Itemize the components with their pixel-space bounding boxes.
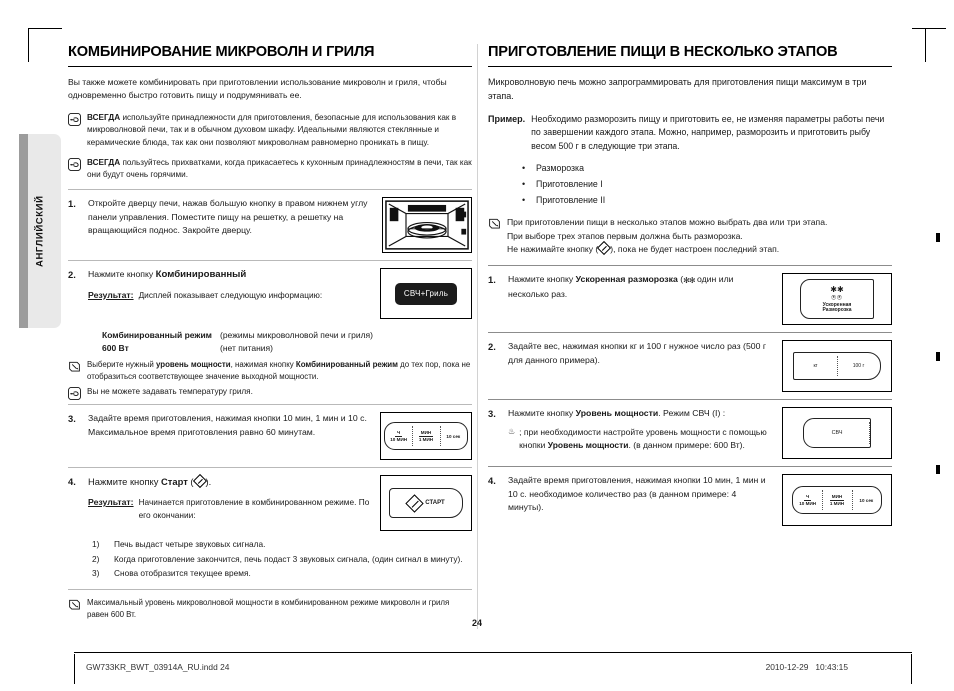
left-step-4-figure xyxy=(380,475,472,531)
right-step-3-button-name: Уровень мощности xyxy=(575,408,659,419)
start-button-graphic xyxy=(389,488,463,518)
start-button-figure xyxy=(380,475,472,531)
display-info-key: Комбинированный режим xyxy=(102,330,212,341)
note-select-power-level xyxy=(68,359,472,383)
note-multistage-info xyxy=(488,216,892,256)
right-step-1-number: 1. xyxy=(488,274,496,286)
start-diamond-icon xyxy=(406,494,424,512)
right-intro-text: Микроволновую печь можно запрограммировать для приготовления пищи максимум в три этапа. xyxy=(488,76,867,101)
right-step-3-figure xyxy=(782,407,892,459)
note-body-1: используйте принадлежности для приготовления, безопасные для использования как в микроволновой печи, так и в обычном духовом шкафу. Идеальными являются стеклянные и керамические блюда, так как они позволяют микроволнам равномерно проникать в пищу. xyxy=(87,112,457,147)
key-hour-bottom: 10 МИН xyxy=(799,501,817,507)
example-label: Пример. xyxy=(488,113,526,124)
list-item: • Приготовление II xyxy=(522,192,892,208)
key-hour xyxy=(385,423,412,449)
right-step-1-text-post: один или несколько раз. xyxy=(508,274,734,299)
list-item xyxy=(92,567,472,580)
defrost-drops-icon: ⍟⍟ xyxy=(831,293,843,303)
time-keys-panel xyxy=(384,422,468,450)
sub-text: Когда приготовление закончится, печь подаст 3 звуковых сигнала, (один сигнал в минуту). xyxy=(114,553,463,564)
left-step-4-text-pre: Нажмите кнопку xyxy=(88,476,162,488)
key-100g: 100 г xyxy=(837,353,880,379)
defrost-stars-icon: ✱✱ xyxy=(830,284,844,294)
left-section-title: КОМБИНИРОВАНИЕ МИКРОВОЛН И ГРИЛЯ xyxy=(68,44,375,60)
display-info-row xyxy=(102,329,472,341)
note-max-power-combi-text: Максимальный уровень микроволновой мощности в комбинированном режиме микроволн и гриля равен 600 Вт. xyxy=(87,598,450,620)
power-level-icon: ♨ xyxy=(508,426,516,436)
divider-before-final-note xyxy=(68,589,472,590)
right-step-3-inline-button: Уровень мощности xyxy=(547,439,629,450)
left-step-1-number: 1. xyxy=(68,198,76,210)
right-step-4 xyxy=(488,467,892,533)
key-minute-top: МИН xyxy=(830,494,844,501)
time-keys-panel xyxy=(792,486,882,514)
sub-marker: 3) xyxy=(92,567,100,578)
note-select-power-level-text xyxy=(87,359,472,383)
footer-timestamp xyxy=(766,662,848,672)
defrost-snowflake-icon: ✻✻ xyxy=(683,276,695,286)
svch-button-graphic: СВЧ xyxy=(803,418,871,448)
right-step-3-text xyxy=(508,407,782,459)
left-title-rule xyxy=(68,66,472,67)
footer-bar-right xyxy=(911,654,912,684)
list-item: • Разморозка xyxy=(522,160,892,176)
left-step-2-result xyxy=(88,289,372,302)
key-kg: кг xyxy=(813,363,818,370)
right-step-4-number: 4. xyxy=(488,475,496,487)
left-intro-text: Вы также можете комбинировать при приготовлении использование микроволн и гриля, чтобы одновременно быстро готовить пищу и подрумянивать ее. xyxy=(68,76,447,101)
column-divider xyxy=(477,44,478,629)
right-step-2-text: Задайте вес, нажимая кнопки кг и 100 г нужное число раз (500 г для данного примера). xyxy=(508,341,767,365)
oven-interior-icon xyxy=(385,200,469,250)
list-item: • Приготовление I xyxy=(522,176,892,192)
time-keys-figure xyxy=(380,412,472,460)
right-step-2-figure xyxy=(782,340,892,392)
note-always-oven-mitts xyxy=(68,157,472,182)
left-step-4-result xyxy=(88,496,372,522)
left-step-2 xyxy=(68,261,472,321)
right-section-title: ПРИГОТОВЛЕНИЕ ПИЩИ В НЕСКОЛЬКО ЭТАПОВ xyxy=(488,44,838,60)
note-lead-2: ВСЕГДА xyxy=(87,157,121,167)
key-second xyxy=(440,423,467,449)
defrost-label-line-1: Ускоренная xyxy=(822,301,852,308)
right-column xyxy=(488,44,892,533)
right-step-3 xyxy=(488,400,892,466)
hand-pointer-icon xyxy=(68,387,81,400)
defrost-label-line-2: Разморозка xyxy=(822,306,852,313)
key-hour xyxy=(793,487,822,513)
right-step-1-text-pre: Нажмите кнопку xyxy=(508,274,576,285)
np-1: Выберите нужный xyxy=(87,359,156,369)
np-3: , нажимая кнопку xyxy=(230,359,296,369)
start-diamond-icon xyxy=(597,241,611,255)
left-step-1 xyxy=(68,190,472,260)
right-step-3-sub-note: ; при необходимости настройте уровень мощности с помощью кнопки Уровень мощности. (в данном примере: 600 Вт). xyxy=(519,426,767,450)
key-second-label: 10 сек xyxy=(859,497,874,503)
right-step-3-text-pre: Нажмите кнопку xyxy=(508,408,576,419)
footer-bar-left xyxy=(74,654,75,684)
left-step-2-button-name: Комбинированный xyxy=(155,269,247,281)
list-item xyxy=(92,538,472,551)
start-button-label: СТАРТ xyxy=(425,500,445,507)
note-line-1: При приготовлении пищи в несколько этапов можно выбрать два или три этапа. xyxy=(507,217,828,228)
footer-filename: GW733KR_BWT_03914A_RU.indd 24 xyxy=(86,662,230,672)
left-step-2-result-label: Результат: xyxy=(88,289,134,300)
oven-interior-illustration xyxy=(382,197,472,253)
note-always-oven-mitts-text xyxy=(87,157,472,182)
key-minute-bottom: 1 МИН xyxy=(829,501,845,507)
np-5: до тех пор, пока не отобразиться соответствующее значение выходной мощности. xyxy=(87,359,471,381)
display-info-table xyxy=(102,329,472,355)
note-pencil-icon xyxy=(68,598,81,611)
left-step-2-text-pre: Нажмите кнопку xyxy=(88,269,156,280)
note-line-2: При выборе трех этапов первым должна быть разморозка. xyxy=(507,230,743,241)
note-pencil-icon xyxy=(488,217,501,230)
defrost-button-figure xyxy=(782,273,892,325)
left-step-2-figure xyxy=(380,268,472,319)
display-info-value: (режимы микроволновой печи и гриля) xyxy=(220,330,373,341)
key-hour-top: Ч xyxy=(395,430,402,437)
left-step-4-result-label: Результат: xyxy=(88,496,134,507)
right-step-1-button-name: Ускоренная разморозка xyxy=(575,274,678,285)
left-step-2-number: 2. xyxy=(68,269,76,281)
note-line-3: Не нажимайте кнопку ( ), пока не будет настроен последний этап. xyxy=(507,243,892,256)
left-step-4-number: 4. xyxy=(68,476,76,488)
left-step-4-text xyxy=(88,475,380,531)
left-step-4-result-text: Начинается приготовление в комбинированном режиме. По его окончании: xyxy=(138,496,370,520)
left-step-3-number: 3. xyxy=(68,413,76,425)
display-info-row xyxy=(102,342,472,354)
list-item xyxy=(92,553,472,566)
note-multistage-info-text xyxy=(507,216,892,256)
np-2: уровень мощности xyxy=(155,359,231,369)
note-always-cookware xyxy=(68,112,472,150)
right-step-4-text: Задайте время приготовления, нажимая кнопки 10 мин, 1 мин и 10 с. необходимое количество раз (в данном примере: 4 минуты). xyxy=(508,475,766,513)
left-step-4-paren-close: ). xyxy=(205,476,212,488)
left-column xyxy=(68,44,472,628)
lcd-display-figure xyxy=(380,268,472,319)
key-minute-bottom: 1 МИН xyxy=(418,437,434,443)
sub-text: Печь выдаст четыре звуковых сигнала. xyxy=(114,539,266,550)
note-pencil-icon xyxy=(68,360,81,373)
example-block xyxy=(488,113,892,154)
key-minute xyxy=(412,423,439,449)
time-keys-figure xyxy=(782,474,892,526)
left-step-2-text xyxy=(88,268,380,319)
language-side-tab-label: АНГЛИЙСКИЙ xyxy=(34,195,46,267)
key-hour-top: Ч xyxy=(804,494,811,501)
note-lead-1: ВСЕГДА xyxy=(87,112,121,122)
page-number: 24 xyxy=(471,618,482,628)
left-step-4 xyxy=(68,468,472,533)
right-step-2 xyxy=(488,333,892,399)
key-minute xyxy=(822,487,851,513)
note-no-grill-temperature xyxy=(68,386,472,400)
footer-date: 2010-12-29 xyxy=(765,662,809,672)
hand-pointer-icon xyxy=(68,158,81,171)
right-step-4-figure xyxy=(782,474,892,526)
sub-marker: 1) xyxy=(92,539,100,550)
key-second-label: 10 сек xyxy=(446,433,461,439)
right-step-1-glyph-paren: ( xyxy=(677,274,684,285)
display-info-key: 600 Вт xyxy=(102,343,129,354)
example-text: Необходимо разморозить пищу и приготовить ее, не изменяя параметры работы печи по завершении каждого этапа. Можно, например, разморозить и приготовить рыбу весом 500 г в следующие три этапа. xyxy=(531,113,885,152)
display-info-value: (нет питания) xyxy=(220,343,273,354)
weight-keys-figure xyxy=(782,340,892,392)
left-step-4-sub-list xyxy=(68,538,472,580)
left-step-1-text: Откройте дверцу печи, нажав большую кнопку в правом нижнем углу панели управления. Поместите пищу на решетку, а решетку на вращающийся поднос. Закройте дверцу. xyxy=(88,198,368,235)
right-step-2-number: 2. xyxy=(488,341,496,353)
left-step-4-button-name: Старт xyxy=(161,476,188,488)
sub-text: Снова отобразится текущее время. xyxy=(114,567,251,578)
left-step-3-figure xyxy=(380,412,472,460)
left-step-1-figure xyxy=(382,197,472,253)
lcd-text: СВЧ+Гриль xyxy=(395,283,457,305)
right-step-1-text xyxy=(508,273,782,325)
note-no-grill-temperature-text: Вы не можете задавать температуру гриля. xyxy=(87,387,253,397)
key-hour-bottom: 10 МИН xyxy=(390,437,408,443)
key-second xyxy=(852,487,881,513)
right-step-3-text-post: . Режим СВЧ (I) : xyxy=(658,408,726,419)
left-step-3-text: Задайте время приготовления, нажимая кнопки 10 мин, 1 мин и 10 с. Максимальное время приготовления равно 60 минутам. xyxy=(88,413,367,437)
right-step-1-figure xyxy=(782,273,892,325)
left-step-3 xyxy=(68,405,472,467)
hand-pointer-icon xyxy=(68,113,81,126)
right-step-3-number: 3. xyxy=(488,408,496,420)
footer-rule xyxy=(74,652,912,653)
np-4: Комбинированный режим xyxy=(295,359,398,369)
footer-time: 10:43:15 xyxy=(815,662,848,672)
defrost-button-graphic xyxy=(800,279,874,319)
note-body-2: пользуйтесь прихватками, когда прикасаетесь к кухонным принадлежностям в печи, так как они будут очень горячими. xyxy=(87,157,472,180)
start-diamond-icon xyxy=(192,474,206,488)
right-title-rule xyxy=(488,66,892,67)
stage-bullet-list xyxy=(488,160,892,209)
key-minute-top: МИН xyxy=(419,430,433,437)
svch-button-figure xyxy=(782,407,892,459)
weight-keys-panel xyxy=(793,352,881,380)
note-always-cookware-text xyxy=(87,112,472,150)
right-step-1 xyxy=(488,266,892,332)
left-step-2-result-text: Дисплей показывает следующую информацию: xyxy=(138,289,323,300)
left-step-4-paren-open: ( xyxy=(187,476,194,488)
sub-marker: 2) xyxy=(92,553,100,564)
